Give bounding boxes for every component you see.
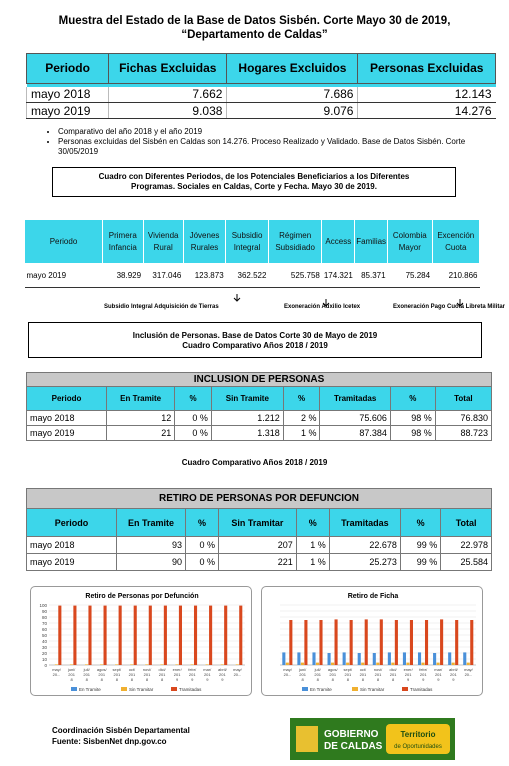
bar-tramitadas bbox=[209, 606, 212, 665]
th-hogares: Hogares Excluidos bbox=[227, 54, 358, 84]
x-tick-label: 9 bbox=[422, 677, 425, 682]
chart-defuncion bbox=[30, 586, 252, 696]
x-tick-label: 9 bbox=[452, 677, 455, 682]
programs-caption-box: Cuadro con Diferentes Periodos, de los Potenciales Beneficiarios a los Diferentes Programas. Sociales en Caldas, Corte y Fecha. Mayo 30 de 2019. bbox=[52, 167, 456, 197]
bar-tramitadas bbox=[380, 619, 383, 665]
x-tick-label: febr/ bbox=[419, 667, 428, 672]
bar-sin-tramitar bbox=[316, 663, 319, 665]
x-tick-label: abril/ bbox=[449, 667, 458, 672]
bar-en-tramite bbox=[463, 652, 466, 665]
table-row: mayo 2019 38.929 317.046 123.873 362.522 525.758 174.321 85.371 75.284 210.866 bbox=[25, 264, 480, 288]
x-tick-label: 201 bbox=[203, 672, 211, 677]
y-tick-label: 10 bbox=[41, 657, 47, 662]
bar-tramitadas bbox=[319, 620, 322, 665]
programs-table: Periodo Primera Infancia Vivienda Rural Jóvenes Rurales Subsidio Integral Régimen Subsidiado Access Familias Colombia Mayor Excención Cuota mayo 2019 38.929 317.046 123.873 362.522 525.758 174.321 85.371 75.284 210.866 bbox=[24, 219, 480, 288]
bar-sin-tramitar bbox=[346, 663, 349, 665]
x-tick-label: 201 bbox=[158, 672, 166, 677]
bar-tramitadas bbox=[179, 606, 182, 665]
x-tick-label: 201 bbox=[299, 672, 306, 677]
note-subsidio: Subsidio Integral Adquisición de Tierras bbox=[104, 304, 219, 310]
x-tick-label: 201 bbox=[389, 672, 397, 677]
bar-tramitadas bbox=[104, 606, 107, 665]
bar-sin-tramitar bbox=[391, 663, 394, 665]
bar-en-tramite bbox=[373, 653, 376, 665]
x-tick-label: agos/ bbox=[96, 667, 107, 672]
th-periodo: Periodo bbox=[27, 54, 109, 84]
y-tick-label: 40 bbox=[41, 639, 47, 644]
x-tick-label: 9 bbox=[437, 677, 440, 682]
legend-swatch bbox=[171, 687, 177, 691]
x-tick-label: 8 bbox=[316, 677, 319, 682]
y-tick-label: 90 bbox=[41, 609, 47, 614]
x-tick-label: sept/ bbox=[343, 667, 353, 672]
table-row: mayo 2019 9.038 9.076 14.276 bbox=[27, 103, 496, 119]
x-tick-label: 8 bbox=[85, 677, 88, 682]
x-tick-label: may/ bbox=[464, 667, 473, 672]
y-tick-label: 60 bbox=[41, 627, 47, 632]
x-tick-label: ener/ bbox=[172, 667, 182, 672]
bar-sin-tramitar bbox=[361, 663, 364, 665]
title-line2: “Departamento de Caldas” bbox=[181, 29, 328, 41]
bar-tramitadas bbox=[350, 620, 353, 665]
bar-en-tramite bbox=[358, 653, 361, 665]
footer: Coordinación Sisbén Departamental Fuente: SisbenNet dnp.gov.co bbox=[52, 726, 190, 746]
x-tick-label: 8 bbox=[130, 677, 134, 682]
bar-tramitadas bbox=[239, 606, 242, 665]
x-tick-label: abril/ bbox=[218, 667, 227, 672]
bar-sin-tramitar bbox=[70, 664, 73, 665]
x-tick-label: 201 bbox=[173, 672, 181, 677]
x-tick-label: 201 bbox=[329, 672, 337, 677]
x-tick-label: 8 bbox=[301, 677, 304, 682]
x-tick-label: 201 bbox=[434, 672, 442, 677]
bar-tramitadas bbox=[365, 619, 368, 665]
list-item: • Personas excluidas del Sisbén en Caldas son 14.276. Proceso Realizado y Validado. Base de Datos Sisbén. Corte 30/05/2019 bbox=[58, 137, 486, 157]
x-tick-label: agos/ bbox=[327, 667, 338, 672]
y-tick-label: 100 bbox=[39, 603, 47, 608]
legend-swatch bbox=[302, 687, 308, 691]
table-title: RETIRO DE PERSONAS POR DEFUNCION bbox=[27, 489, 492, 509]
th-personas: Personas Excluidas bbox=[358, 54, 496, 84]
bar-sin-tramitar bbox=[145, 664, 148, 665]
x-tick-label: may/ bbox=[283, 667, 292, 672]
bar-tramitadas bbox=[134, 606, 137, 665]
list-item: • Comparativo del año 2018 y el año 2019 bbox=[58, 127, 486, 137]
bar-tramitadas bbox=[425, 620, 428, 665]
x-tick-label: dici/ bbox=[389, 667, 397, 672]
x-tick-label: ener/ bbox=[403, 667, 413, 672]
x-tick-label: 8 bbox=[160, 677, 164, 682]
table-row: mayo 2018 12 0 % 1.212 2 % 75.606 98 % 76.830 bbox=[27, 411, 492, 426]
logo-text-gobierno: GOBIERNO bbox=[324, 729, 379, 740]
x-tick-label: 9 bbox=[206, 677, 209, 682]
bar-sin-tramitar bbox=[190, 664, 193, 665]
x-tick-label: 9 bbox=[221, 677, 224, 682]
x-tick-label: 201 bbox=[128, 672, 136, 677]
x-tick-label: 201 bbox=[83, 672, 91, 677]
x-tick-label: 201 bbox=[404, 672, 412, 677]
bar-en-tramite bbox=[418, 652, 421, 665]
bar-tramitadas bbox=[395, 620, 398, 665]
arrow-down-icon bbox=[236, 294, 238, 302]
bar-tramitadas bbox=[335, 619, 338, 665]
comparison-caption: Cuadro Comparativo Años 2018 / 2019 bbox=[181, 458, 328, 467]
bar-sin-tramitar bbox=[55, 664, 58, 665]
bar-sin-tramitar bbox=[301, 663, 304, 665]
x-tick-label: mar/ bbox=[434, 667, 443, 672]
legend-label: En Tramite bbox=[310, 687, 332, 692]
coat-of-arms-icon bbox=[296, 726, 318, 752]
bar-tramitadas bbox=[410, 620, 413, 665]
bar-sin-tramitar bbox=[467, 663, 470, 665]
bar-sin-tramitar bbox=[85, 664, 88, 665]
x-tick-label: novi/ bbox=[373, 667, 383, 672]
x-tick-label: 20... bbox=[233, 672, 242, 677]
bar-sin-tramitar bbox=[452, 663, 455, 665]
bar-sin-tramitar bbox=[236, 664, 239, 665]
bar-sin-tramitar bbox=[175, 664, 178, 665]
logo-text-oportunidades: de Oportunidades bbox=[394, 744, 442, 750]
table-row: mayo 2018 93 0 % 207 1 % 22.678 99 % 22.978 bbox=[27, 537, 492, 554]
logo bbox=[290, 718, 455, 760]
bar-sin-tramitar bbox=[221, 664, 224, 665]
x-tick-label: 8 bbox=[115, 677, 118, 682]
bar-sin-tramitar bbox=[421, 663, 424, 665]
chart-defuncion-svg bbox=[31, 587, 253, 697]
legend-label: Tramitadas bbox=[410, 687, 433, 692]
x-tick-label: may/ bbox=[233, 667, 242, 672]
x-tick-label: 9 bbox=[407, 677, 410, 682]
legend-label: Sin Tramitar bbox=[360, 687, 385, 692]
bar-sin-tramitar bbox=[376, 663, 379, 665]
bar-tramitadas bbox=[164, 606, 167, 665]
x-tick-label: 201 bbox=[113, 672, 121, 677]
th-fichas: Fichas Excluidas bbox=[109, 54, 227, 84]
table-row: mayo 2019 90 0 % 221 1 % 25.273 99 % 25.584 bbox=[27, 554, 492, 571]
bar-tramitadas bbox=[119, 606, 122, 665]
x-tick-label: novi/ bbox=[142, 667, 152, 672]
x-tick-label: 9 bbox=[176, 677, 179, 682]
legend-swatch bbox=[121, 687, 127, 691]
bar-sin-tramitar bbox=[286, 663, 289, 665]
chart-title: Retiro de Personas por Defunción bbox=[85, 593, 199, 600]
bar-en-tramite bbox=[343, 652, 346, 665]
legend-label: Sin Tramitar bbox=[129, 687, 154, 692]
bar-sin-tramitar bbox=[331, 663, 334, 665]
x-tick-label: 201 bbox=[374, 672, 382, 677]
bar-sin-tramitar bbox=[100, 664, 103, 665]
bar-tramitadas bbox=[88, 606, 91, 665]
x-tick-label: 8 bbox=[346, 677, 349, 682]
legend-swatch bbox=[71, 687, 77, 691]
y-tick-label: 20 bbox=[41, 651, 47, 656]
legend-swatch bbox=[402, 687, 408, 691]
bar-sin-tramitar bbox=[406, 663, 409, 665]
title-line1: Muestra del Estado de la Base de Datos Sisbén. Corte Mayo 30 de 2019, bbox=[58, 15, 451, 27]
x-tick-label: 201 bbox=[419, 672, 427, 677]
table-row: mayo 2018 7.662 7.686 12.143 bbox=[27, 87, 496, 103]
x-tick-label: sept/ bbox=[112, 667, 122, 672]
y-tick-label: 70 bbox=[41, 621, 47, 626]
x-tick-label: 201 bbox=[314, 672, 322, 677]
x-tick-label: 201 bbox=[219, 672, 226, 677]
table-title: INCLUSION DE PERSONAS bbox=[27, 373, 492, 387]
y-tick-label: 50 bbox=[41, 633, 47, 638]
x-tick-label: juli/ bbox=[314, 667, 321, 672]
table-row: mayo 2019 21 0 % 1.318 1 % 87.384 98 % 88.723 bbox=[27, 426, 492, 441]
bar-en-tramite bbox=[433, 653, 436, 665]
bar-tramitadas bbox=[304, 620, 307, 665]
legend-label: Tramitadas bbox=[179, 687, 202, 692]
bar-en-tramite bbox=[388, 652, 391, 665]
bar-tramitadas bbox=[224, 606, 227, 665]
inclusion-table: INCLUSION DE PERSONAS Periodo En Tramite % Sin Tramite % Tramitadas % Total mayo 2018 12 0 % 1.212 2 % 75.606 98 % 76.830 mayo 2019 21 0 % 1.318 1 % 87.384 98 % 88.723 bbox=[26, 372, 492, 441]
excluded-table bbox=[26, 53, 496, 119]
bar-tramitadas bbox=[289, 620, 292, 665]
x-tick-label: juli/ bbox=[83, 667, 90, 672]
x-tick-label: 8 bbox=[361, 677, 365, 682]
bar-tramitadas bbox=[58, 606, 61, 665]
x-tick-label: oct/ bbox=[128, 667, 136, 672]
x-tick-label: mar/ bbox=[203, 667, 212, 672]
bar-tramitadas bbox=[194, 606, 197, 665]
x-tick-label: 201 bbox=[68, 672, 75, 677]
bullet-list bbox=[46, 127, 486, 157]
x-tick-label: 8 bbox=[391, 677, 395, 682]
bar-sin-tramitar bbox=[206, 664, 209, 665]
logo-text-territorio: Territorio bbox=[400, 730, 436, 739]
bar-en-tramite bbox=[282, 652, 285, 665]
x-tick-label: dici/ bbox=[158, 667, 166, 672]
chart-ficha-svg bbox=[262, 587, 484, 697]
bar-sin-tramitar bbox=[115, 664, 118, 665]
bar-en-tramite bbox=[297, 652, 300, 665]
inclusion-caption-box: Inclusión de Personas. Base de Datos Corte 30 de Mayo de 2019 Cuadro Comparativo Años 2018 / 2019 bbox=[28, 322, 482, 358]
x-tick-label: 8 bbox=[145, 677, 149, 682]
x-tick-label: 201 bbox=[344, 672, 352, 677]
page-title bbox=[0, 14, 509, 42]
note-icetex: Exoneración Auxilio Icetex bbox=[284, 304, 361, 310]
x-tick-label: may/ bbox=[52, 667, 61, 672]
x-tick-label: 20... bbox=[283, 672, 292, 677]
y-tick-label: 80 bbox=[41, 615, 47, 620]
x-tick-label: 8 bbox=[376, 677, 380, 682]
bar-tramitadas bbox=[470, 620, 473, 665]
x-tick-label: juni/ bbox=[298, 667, 307, 672]
note-libreta: Exoneración Pago Cuota Libreta Militar bbox=[392, 304, 506, 310]
x-tick-label: 8 bbox=[70, 677, 73, 682]
bar-sin-tramitar bbox=[437, 663, 440, 665]
y-tick-label: 30 bbox=[41, 645, 47, 650]
bar-tramitadas bbox=[149, 606, 152, 665]
chart-ficha bbox=[261, 586, 483, 696]
x-tick-label: 20... bbox=[52, 672, 61, 677]
death-removal-table: RETIRO DE PERSONAS POR DEFUNCION Periodo En Tramite % Sin Tramitar % Tramitadas % Total mayo 2018 93 0 % 207 1 % 22.678 99 % 22.978 mayo 2019 90 0 % 221 1 % 25.273 99 % 25.584 bbox=[26, 488, 492, 571]
x-tick-label: 201 bbox=[98, 672, 106, 677]
bar-tramitadas bbox=[73, 606, 76, 665]
chart-title: Retiro de Ficha bbox=[347, 593, 399, 600]
x-tick-label: febr/ bbox=[188, 667, 197, 672]
x-tick-label: 8 bbox=[331, 677, 334, 682]
bar-en-tramite bbox=[403, 652, 406, 665]
bar-en-tramite bbox=[328, 653, 331, 665]
bar-tramitadas bbox=[455, 620, 458, 665]
x-tick-label: 201 bbox=[450, 672, 457, 677]
x-tick-label: oct/ bbox=[359, 667, 367, 672]
x-tick-label: 9 bbox=[191, 677, 194, 682]
bar-en-tramite bbox=[448, 652, 451, 665]
legend-swatch bbox=[352, 687, 358, 691]
x-tick-label: 8 bbox=[100, 677, 103, 682]
bar-tramitadas bbox=[440, 619, 443, 665]
bar-sin-tramitar bbox=[160, 664, 163, 665]
bar-sin-tramitar bbox=[130, 664, 133, 665]
x-tick-label: 201 bbox=[359, 672, 367, 677]
y-tick-label: 0 bbox=[44, 663, 47, 668]
x-tick-label: 20... bbox=[464, 672, 473, 677]
bar-en-tramite bbox=[312, 652, 315, 665]
legend-label: En Tramite bbox=[79, 687, 101, 692]
x-tick-label: juni/ bbox=[67, 667, 76, 672]
x-tick-label: 201 bbox=[143, 672, 151, 677]
logo-text-caldas: DE CALDAS bbox=[324, 741, 383, 752]
x-tick-label: 201 bbox=[188, 672, 196, 677]
